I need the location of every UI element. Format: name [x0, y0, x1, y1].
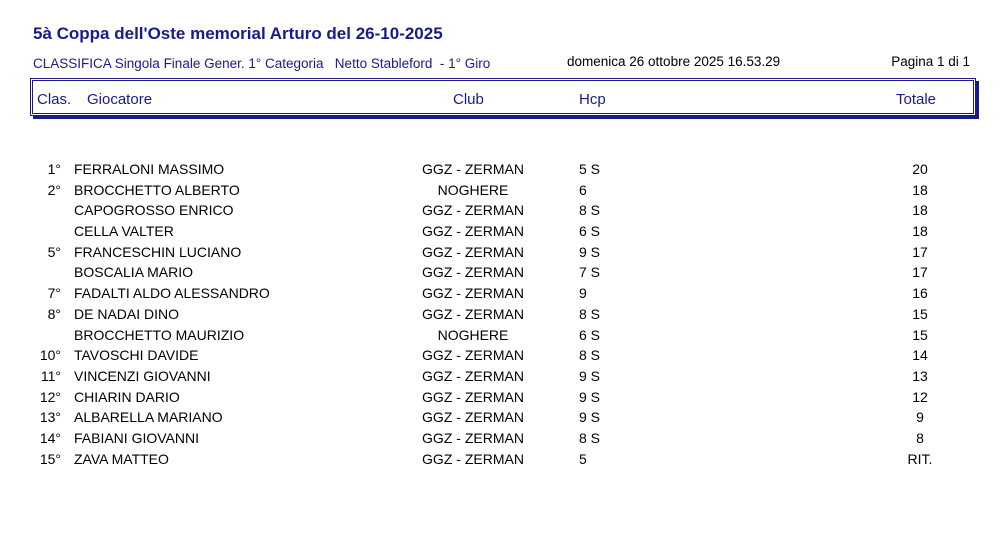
hcp-cell: 7 S [579, 264, 601, 281]
player-name-cell: CELLA VALTER [74, 223, 174, 240]
table-row [0, 303, 1000, 324]
report-datetime: domenica 26 ottobre 2025 16.53.29 [567, 54, 781, 69]
column-header-hcp: Hcp [579, 91, 606, 108]
total-cell: 14 [912, 347, 928, 364]
table-row [0, 179, 1000, 200]
table-row [0, 365, 1000, 386]
total-cell: 16 [912, 285, 928, 302]
position-cell: 5° [47, 243, 61, 260]
position-cell: 10° [39, 347, 61, 364]
total-cell: 15 [912, 305, 928, 322]
table-row [0, 282, 1000, 303]
total-cell: 18 [912, 223, 928, 240]
table-row [0, 406, 1000, 427]
hcp-cell: 6 S [579, 326, 601, 343]
player-name-cell: BROCCHETTO MAURIZIO [74, 326, 245, 343]
hcp-cell: 9 S [579, 243, 601, 260]
total-cell: 9 [916, 409, 924, 426]
player-name-cell: ALBARELLA MARIANO [74, 409, 223, 426]
table-row [0, 386, 1000, 407]
player-name-cell: FRANCESCHIN LUCIANO [74, 243, 242, 260]
total-cell: 18 [912, 202, 928, 219]
page-title: 5à Coppa dell'Oste memorial Arturo del 26-10-2025 [33, 24, 443, 43]
player-name-cell: FERRALONI MASSIMO [74, 161, 225, 177]
table-row [0, 324, 1000, 345]
table-row [0, 158, 1000, 179]
table-row [0, 427, 1000, 448]
hcp-cell: 9 S [579, 367, 601, 384]
player-name-cell: FADALTI ALDO ALESSANDRO [74, 285, 270, 302]
column-header-box [30, 78, 976, 116]
results-table [0, 158, 1000, 468]
player-name-cell: BROCCHETTO ALBERTO [74, 181, 240, 198]
hcp-cell: 6 S [579, 223, 601, 240]
club-cell: GGZ - ZERMAN [422, 223, 524, 240]
total-cell: 13 [912, 367, 928, 384]
player-name-cell: CAPOGROSSO ENRICO [74, 202, 234, 219]
hcp-cell: 9 [579, 285, 587, 302]
total-cell: 17 [912, 264, 928, 281]
club-cell: GGZ - ZERMAN [422, 305, 524, 322]
club-cell: GGZ - ZERMAN [422, 367, 524, 384]
page-number: Pagina 1 di 1 [891, 54, 970, 69]
position-cell: 11° [40, 367, 61, 384]
hcp-cell: 5 S [579, 161, 601, 177]
player-name-cell: CHIARIN DARIO [74, 388, 180, 405]
hcp-cell: 8 S [579, 305, 601, 322]
total-cell: 8 [916, 429, 924, 446]
club-cell: GGZ - ZERMAN [422, 264, 524, 281]
club-cell: GGZ - ZERMAN [422, 409, 524, 426]
column-header-club: Club [453, 91, 484, 108]
club-cell: GGZ - ZERMAN [422, 429, 524, 446]
table-row [0, 241, 1000, 262]
player-name-cell: FABIANI GIOVANNI [74, 429, 199, 446]
table-row [0, 448, 1000, 469]
club-cell: GGZ - ZERMAN [422, 285, 524, 302]
total-cell: 15 [912, 326, 928, 343]
total-cell: 20 [912, 161, 928, 177]
hcp-cell: 9 S [579, 388, 601, 405]
hcp-cell: 5 [579, 450, 587, 467]
column-header-name: Giocatore [87, 91, 153, 108]
hcp-cell: 9 S [579, 409, 601, 426]
total-cell: RIT. [907, 450, 933, 467]
table-row [0, 220, 1000, 241]
position-cell: 2° [47, 181, 61, 198]
club-cell: GGZ - ZERMAN [422, 347, 524, 364]
column-header-total: Totale [896, 91, 937, 108]
club-cell: GGZ - ZERMAN [422, 243, 524, 260]
club-cell: NOGHERE [437, 326, 509, 343]
position-cell: 14° [39, 429, 61, 446]
hcp-cell: 8 S [579, 347, 601, 364]
player-name-cell: ZAVA MATTEO [74, 450, 169, 467]
club-cell: NOGHERE [437, 181, 509, 198]
total-cell: 18 [912, 181, 928, 198]
club-cell: GGZ - ZERMAN [422, 161, 524, 177]
player-name-cell: TAVOSCHI DAVIDE [74, 347, 199, 364]
total-cell: 12 [912, 388, 928, 405]
player-name-cell: DE NADAI DINO [74, 305, 180, 322]
club-cell: GGZ - ZERMAN [422, 202, 524, 219]
player-name-cell: BOSCALIA MARIO [74, 264, 194, 281]
club-cell: GGZ - ZERMAN [422, 450, 524, 467]
hcp-cell: 8 S [579, 429, 601, 446]
table-row [0, 199, 1000, 220]
club-cell: GGZ - ZERMAN [422, 388, 524, 405]
table-row [0, 344, 1000, 365]
table-row [0, 261, 1000, 282]
hcp-cell: 8 S [579, 202, 601, 219]
position-cell: 7° [47, 285, 61, 302]
position-cell: 15° [39, 450, 61, 467]
position-cell: 8° [47, 305, 61, 322]
player-name-cell: VINCENZI GIOVANNI [74, 367, 211, 384]
position-cell: 13° [39, 409, 61, 426]
position-cell: 1° [47, 161, 61, 177]
report-subtitle: CLASSIFICA Singola Finale Gener. 1° Categoria Netto Stableford - 1° Giro [33, 56, 491, 71]
position-cell: 12° [39, 388, 61, 405]
total-cell: 17 [912, 243, 928, 260]
hcp-cell: 6 [579, 181, 587, 198]
column-header-pos: Clas. [37, 91, 72, 108]
